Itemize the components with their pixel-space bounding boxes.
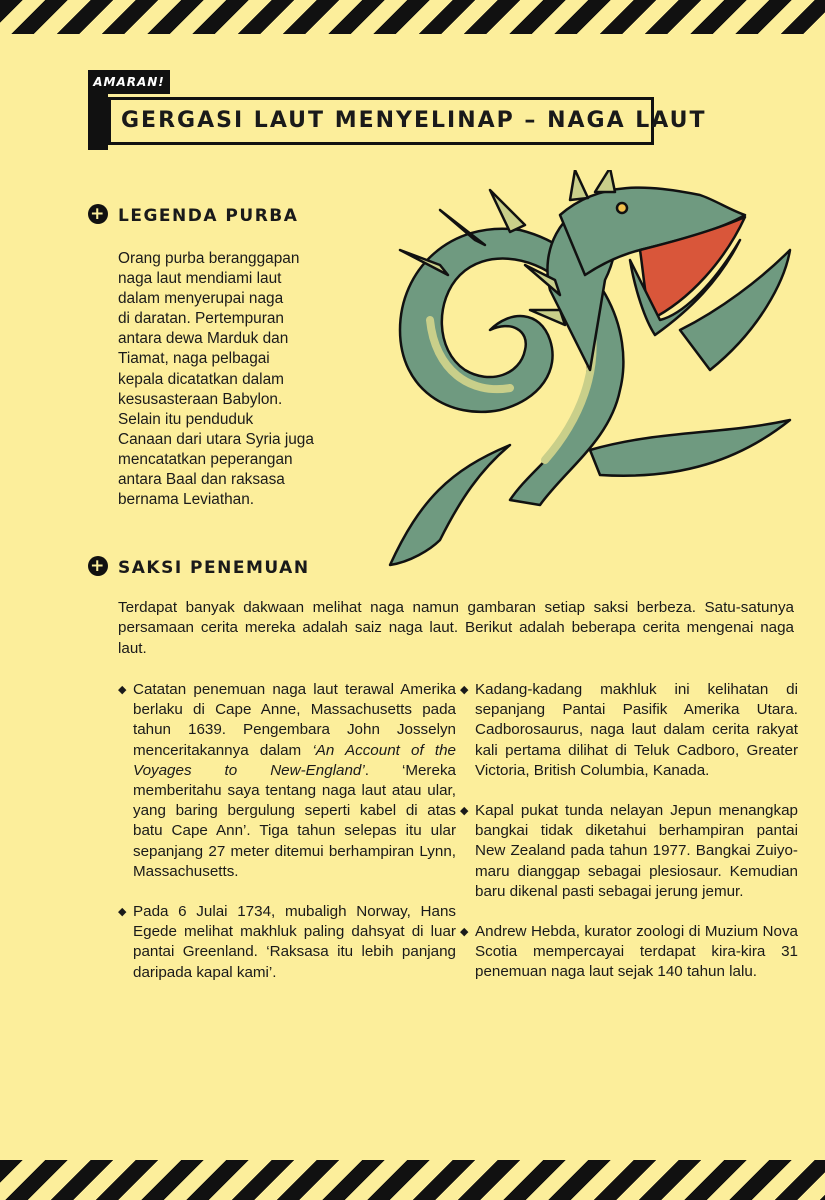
intro-line: Orang purba beranggapan — [118, 250, 300, 267]
diamond-bullet-icon: ◆ — [460, 684, 469, 696]
list-item: ◆ Kadang-kadang makhluk ini kelihatan di sepanjang Pantai Pasifik Amerika Utara. Cadborosaurus, naga laut dalam cerita rakyat kali pertama dilihat di Teluk Cadboro, Greater Victoria, British Columbia, Kanada. — [460, 681, 798, 779]
sea-dragon-illustration — [360, 170, 815, 570]
intro-line: antara dewa Marduk dan — [118, 330, 289, 348]
diamond-bullet-icon: ◆ — [118, 684, 127, 696]
plus-circle-icon: + — [88, 556, 108, 576]
intro-line: kepala dicatatkan dalam — [118, 370, 284, 388]
warning-tag: AMARAN! — [88, 70, 170, 94]
intro-line: dalam menyerupai naga — [118, 290, 284, 308]
dragon-fin-right — [590, 420, 790, 476]
diamond-bullet-icon: ◆ — [460, 926, 469, 939]
warning-tag-shadow — [88, 94, 108, 150]
diamond-bullet-icon: ◆ — [460, 805, 469, 818]
bullet-list-right — [460, 680, 798, 1003]
list-item: ◆ Andrew Hebda, kurator zoologi di Muzium Nova Scotia mempercayai terdapat kira-kira 31 penemuan naga laut sejak 140 tahun lalu. — [460, 923, 798, 981]
intro-line: Tiamat, naga pelbagai — [118, 350, 270, 368]
page-title: GERGASI LAUT MENYELINAP – NAGA LAUT — [108, 97, 654, 145]
witness-paragraph: Terdapat banyak dakwaan melihat naga namun gambaran setiap saksi berbeza. Satu-satunya persamaan cerita mereka adalah saiz naga laut. Berikut adalah beberapa cerita mengenai naga laut. — [118, 599, 794, 657]
section-heading-saksi — [88, 556, 310, 580]
plus-circle-icon: + — [88, 204, 108, 224]
intro-line: Canaan dari utara Syria juga — [118, 430, 314, 448]
intro-line: kesusasteraan Babylon. — [118, 390, 283, 408]
intro-line: antara Baal dan raksasa — [118, 471, 285, 489]
list-item: ◆ Catatan penemuan naga laut terawal Amerika berlaku di Cape Anne, Massachusetts pada tahun 1639. Pengembara John Josselyn menceritakannya dalam ‘An Account of the Voyages to New-England’. ‘Mereka memberitahu saya tentang naga laut atau ular, yang baring bergulung seperti kabel di atas batu Cape Ann’. Tiga tahun selepas itu ular sepanjang 27 meter ditemui berhampiran Lynn, Massachusetts. — [118, 681, 457, 880]
section-heading-text: LEGENDA PURBA — [118, 206, 299, 226]
intro-line: mencatatkan peperangan — [118, 450, 293, 468]
intro-line: naga laut mendiami laut — [118, 270, 282, 288]
intro-line: Selain itu penduduk — [118, 410, 254, 428]
hazard-stripe-bottom — [0, 1160, 825, 1200]
intro-paragraph — [118, 249, 378, 510]
diamond-bullet-icon: ◆ — [118, 906, 127, 919]
intro-line: bernama Leviathan. — [118, 491, 255, 509]
hazard-stripe-top — [0, 0, 825, 34]
intro-line: di daratan. Pertempuran — [118, 310, 284, 328]
dragon-tail-fin — [390, 445, 510, 565]
list-item: ◆ Pada 6 Julai 1734, mubaligh Norway, Hans Egede melihat makhluk paling dahsyat di luar pantai Greenland. ‘Raksasa itu lebih panjang daripada kapal kami’. — [118, 903, 456, 981]
bullet-list-left — [118, 680, 456, 1003]
section-heading-legenda — [88, 204, 298, 228]
list-item: ◆ Kapal pukat tunda nelayan Jepun menangkap bangkai tidak diketahui berhampiran pantai New Zealand pada tahun 1977. Bangkai Zuiyo-maru dianggap sebagai plesiosaur. Kemudian baru dikenal pasti sebagai jerung jemur. — [460, 802, 798, 900]
section-heading-text: SAKSI PENEMUAN — [118, 558, 310, 578]
dragon-eye — [617, 203, 627, 213]
